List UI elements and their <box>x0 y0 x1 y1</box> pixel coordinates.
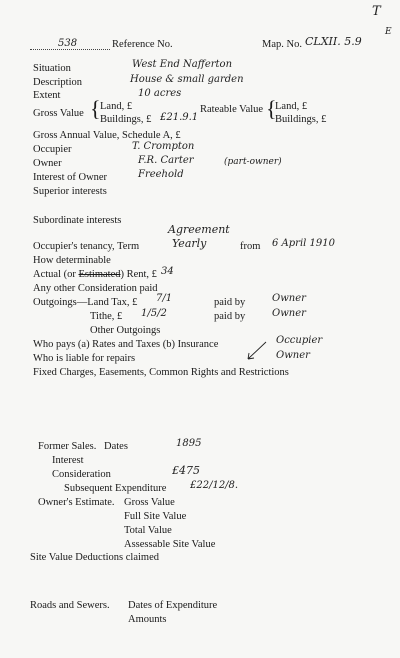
other-consideration-label: Any other Consideration paid <box>33 283 158 294</box>
interest-label: Interest <box>52 455 84 466</box>
roads-dates-label: Dates of Expenditure <box>128 600 218 611</box>
owner-value: F.R. Carter <box>138 155 194 166</box>
occupier-value: T. Crompton <box>132 141 195 152</box>
tenancy-label: Occupier's tenancy, Term <box>33 241 140 252</box>
corner-mark-2: E <box>385 27 392 37</box>
subsequent-expenditure-label: Subsequent Expenditure <box>64 483 167 494</box>
consideration-value: £475 <box>172 464 200 477</box>
subordinate-interests-label: Subordinate interests <box>33 215 122 226</box>
land-tax-paid-by: paid by <box>214 297 246 308</box>
owners-estimate-total: Total Value <box>124 525 172 536</box>
rateable-value-buildings: Buildings, £ <box>275 114 327 125</box>
land-tax-payer: Owner <box>272 293 306 304</box>
tenancy-from-value: 6 April 1910 <box>272 238 335 249</box>
rates-value: Occupier <box>276 335 323 346</box>
consideration-label: Consideration <box>52 469 111 480</box>
tithe-payer: Owner <box>272 308 306 319</box>
rates-label: Who pays (a) Rates and Taxes (b) Insurance <box>33 339 219 350</box>
repairs-value: Owner <box>276 350 310 361</box>
map-label: Map. No. <box>262 39 302 50</box>
former-sales-dates-label: Dates <box>104 441 128 452</box>
tenancy-from-label: from <box>240 241 261 252</box>
interest-owner-label: Interest of Owner <box>33 172 108 183</box>
corner-mark: T <box>372 4 381 19</box>
rateable-value-land: Land, £ <box>275 101 308 112</box>
extent-label: Extent <box>33 90 61 101</box>
gross-annual-label: Gross Annual Value, Schedule A, £ <box>33 130 181 141</box>
reference-number: 538 <box>58 38 78 49</box>
how-determinable-label: How determinable <box>33 255 111 266</box>
repairs-arrow-icon <box>240 340 270 362</box>
situation-value: West End Nafferton <box>132 59 233 70</box>
tenancy-term: Yearly <box>172 237 207 250</box>
subsequent-expenditure-value: £22/12/8. <box>190 480 239 491</box>
owner-note: (part-owner) <box>224 157 282 167</box>
repairs-label: Who is liable for repairs <box>33 353 136 364</box>
superior-interests-label: Superior interests <box>33 186 107 197</box>
rent-label: Actual (or Estimated) Rent, £ <box>33 269 157 280</box>
gross-value-land: Land, £ <box>100 101 133 112</box>
owner-label: Owner <box>33 158 62 169</box>
roads-amounts-label: Amounts <box>128 614 167 625</box>
fixed-charges-label: Fixed Charges, Easements, Common Rights and Restrictions <box>33 367 289 378</box>
gross-value-brace: { <box>90 96 101 121</box>
former-sales-label: Former Sales. <box>38 441 97 452</box>
owners-estimate-full-site: Full Site Value <box>124 511 187 522</box>
occupier-label: Occupier <box>33 144 72 155</box>
roads-sewers-label: Roads and Sewers. <box>30 600 110 611</box>
rateable-value-brace: { <box>266 96 277 121</box>
extent-value: 10 acres <box>138 88 182 99</box>
land-tax-value: 7/1 <box>156 293 173 304</box>
site-deductions-label: Site Value Deductions claimed <box>30 552 159 563</box>
tithe-paid-by: paid by <box>214 311 246 322</box>
rateable-value-label: Rateable Value <box>200 104 264 115</box>
gross-value-amount: £21.9.1 <box>160 112 199 123</box>
map-number: CLXII. 5.9 <box>305 35 362 48</box>
owners-estimate-gross: Gross Value <box>124 497 175 508</box>
rent-value: 34 <box>161 266 174 277</box>
gross-value-label: Gross Value <box>33 108 84 119</box>
description-label: Description <box>33 77 82 88</box>
other-outgoings-label: Other Outgoings <box>90 325 161 336</box>
land-tax-label: Outgoings—Land Tax, £ <box>33 297 138 308</box>
former-sales-dates-value: 1895 <box>176 438 202 449</box>
tithe-label: Tithe, £ <box>90 311 123 322</box>
owners-estimate-label: Owner's Estimate. <box>38 497 115 508</box>
interest-owner-value: Freehold <box>138 169 184 180</box>
description-value: House & small garden <box>130 74 244 85</box>
tenancy-agreement: Agreement <box>168 223 230 236</box>
owners-estimate-assessable: Assessable Site Value <box>124 539 216 550</box>
reference-label: Reference No. <box>112 39 173 50</box>
situation-label: Situation <box>33 63 71 74</box>
tithe-value: 1/5/2 <box>141 308 167 319</box>
gross-value-buildings: Buildings, £ <box>100 114 152 125</box>
